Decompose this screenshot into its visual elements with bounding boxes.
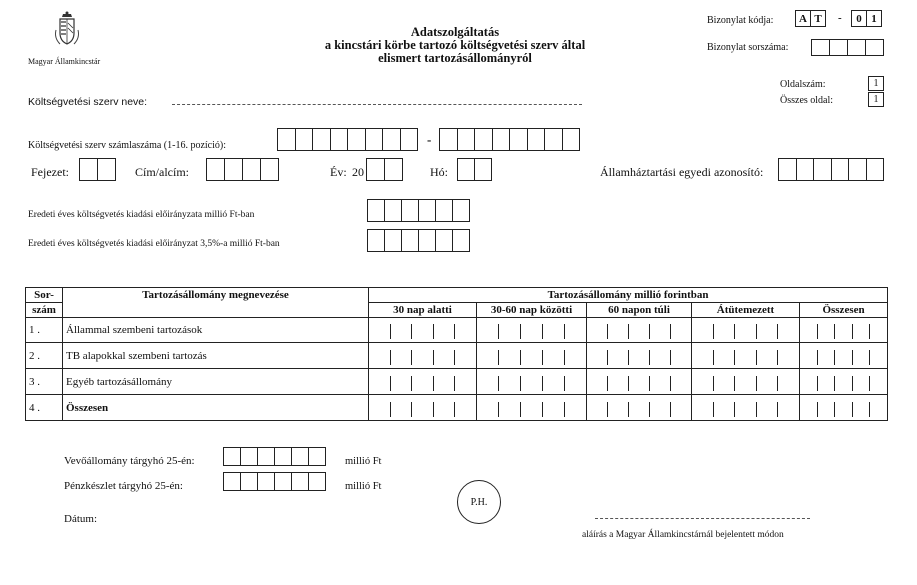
account-separator: - — [427, 132, 432, 147]
stamp-label: P.H. — [470, 496, 488, 508]
col-szam: szám — [26, 303, 63, 318]
amount-cell[interactable] — [587, 395, 692, 421]
logo — [52, 10, 82, 50]
account-boxes-1[interactable] — [277, 128, 418, 151]
total-pages-value: 1 — [868, 92, 884, 107]
amount-cell[interactable] — [369, 369, 477, 395]
account-boxes-2[interactable] — [439, 128, 580, 151]
org-name-field[interactable] — [172, 104, 582, 105]
amount-cell[interactable] — [692, 369, 800, 395]
amount-cell[interactable] — [477, 369, 587, 395]
amount-cell[interactable] — [800, 395, 888, 421]
chapter-label: Fejezet: — [31, 165, 69, 179]
row-label: Egyéb tartozásállomány — [63, 369, 369, 395]
amount-cell[interactable] — [369, 318, 477, 343]
logo-caption: Magyar Államkincstár — [28, 57, 101, 66]
amount-cell[interactable] — [800, 318, 888, 343]
amount-cell[interactable] — [477, 395, 587, 421]
row-label: Állammal szembeni tartozások — [63, 318, 369, 343]
amount-cell[interactable] — [587, 318, 692, 343]
title-line-2: a kincstári körbe tartozó költségvetési szerv által — [324, 38, 586, 52]
doc-code-boxes-2 — [851, 10, 882, 27]
sub-header-rescheduled: Átütemezett — [692, 303, 800, 318]
page-box — [868, 76, 884, 91]
doc-code-char: A — [795, 10, 811, 27]
cash-boxes[interactable] — [223, 472, 326, 491]
table-row — [26, 318, 888, 343]
receivables-label: Vevőállomány tárgyhó 25-én: — [64, 455, 195, 467]
doc-code-char: T — [810, 10, 826, 27]
amount-cell[interactable] — [692, 318, 800, 343]
row-number: 3 . — [26, 369, 63, 395]
amount-cell[interactable] — [369, 395, 477, 421]
title-boxes[interactable] — [206, 158, 279, 181]
table-row — [26, 343, 888, 369]
amount-cell[interactable] — [800, 369, 888, 395]
doc-code-dash: - — [838, 12, 842, 24]
amount-cell[interactable] — [587, 343, 692, 369]
signature-label: aláírás a Magyar Államkincstárnál bejelentett módon — [582, 530, 784, 540]
col-name-header: Tartozásállomány megnevezése — [63, 288, 369, 318]
year-boxes[interactable] — [366, 158, 403, 181]
amount-cell[interactable] — [692, 395, 800, 421]
debt-table — [25, 287, 888, 421]
serial-label: Bizonylat sorszáma: — [707, 42, 789, 53]
month-label: Hó: — [430, 165, 448, 179]
total-pages-box — [868, 92, 884, 107]
form-title — [220, 26, 690, 65]
budget-pct-label: Eredeti éves költségvetés kiadási előirányzat 3,5%-a millió Ft-ban — [28, 239, 280, 249]
budget-boxes[interactable] — [367, 199, 470, 222]
receivables-boxes[interactable] — [223, 447, 326, 466]
col-sor: Sor- — [26, 288, 63, 303]
hungarian-coat-of-arms-icon — [52, 10, 82, 50]
title-label: Cím/alcím: — [135, 165, 189, 179]
page-label: Oldalszám: — [780, 79, 826, 90]
amount-cell[interactable] — [369, 343, 477, 369]
amount-cell[interactable] — [587, 369, 692, 395]
date-label: Dátum: — [64, 513, 97, 525]
row-label: TB alapokkal szembeni tartozás — [63, 343, 369, 369]
row-label: Összesen — [63, 395, 369, 421]
title-line-3: elismert tartozásállományról — [378, 51, 532, 65]
sub-header-30-60: 30-60 nap közötti — [477, 303, 587, 318]
account-label: Költségvetési szerv számlaszáma (1-16. pozíció): — [28, 140, 226, 151]
cash-label: Pénzkészlet tárgyhó 25-én: — [64, 480, 183, 492]
sub-header-total: Összesen — [800, 303, 888, 318]
amount-cell[interactable] — [477, 318, 587, 343]
chapter-boxes[interactable] — [79, 158, 116, 181]
year-prefix: 20 — [352, 165, 364, 179]
receivables-unit: millió Ft — [345, 456, 382, 467]
amount-cell[interactable] — [477, 343, 587, 369]
row-number: 2 . — [26, 343, 63, 369]
group-header: Tartozásállomány millió forintban — [369, 288, 888, 303]
gov-id-label: Államháztartási egyedi azonosító: — [600, 165, 764, 179]
total-pages-label: Összes oldal: — [780, 95, 834, 106]
row-number: 1 . — [26, 318, 63, 343]
doc-code-char: 1 — [866, 10, 882, 27]
title-line-1: Adatszolgáltatás — [410, 25, 500, 39]
budget-pct-boxes[interactable] — [367, 229, 470, 252]
cash-unit: millió Ft — [345, 481, 382, 492]
year-label: Év: — [330, 165, 347, 179]
doc-code-char: 0 — [851, 10, 867, 27]
row-number: 4 . — [26, 395, 63, 421]
amount-cell[interactable] — [800, 343, 888, 369]
sub-header-30: 30 nap alatti — [369, 303, 477, 318]
budget-label: Eredeti éves költségvetés kiadási előirányzata millió Ft-ban — [28, 210, 255, 220]
serial-boxes[interactable] — [811, 39, 884, 56]
signature-line[interactable] — [595, 518, 810, 519]
table-row — [26, 395, 888, 421]
org-name-label: Költségvetési szerv neve: — [28, 96, 148, 108]
table-row — [26, 369, 888, 395]
amount-cell[interactable] — [692, 343, 800, 369]
page-value: 1 — [868, 76, 884, 91]
gov-id-boxes[interactable] — [778, 158, 884, 181]
doc-code-boxes — [795, 10, 826, 27]
sub-header-60: 60 napon túli — [587, 303, 692, 318]
month-boxes[interactable] — [457, 158, 492, 181]
doc-code-label: Bizonylat kódja: — [707, 15, 774, 26]
stamp-circle — [457, 480, 501, 524]
